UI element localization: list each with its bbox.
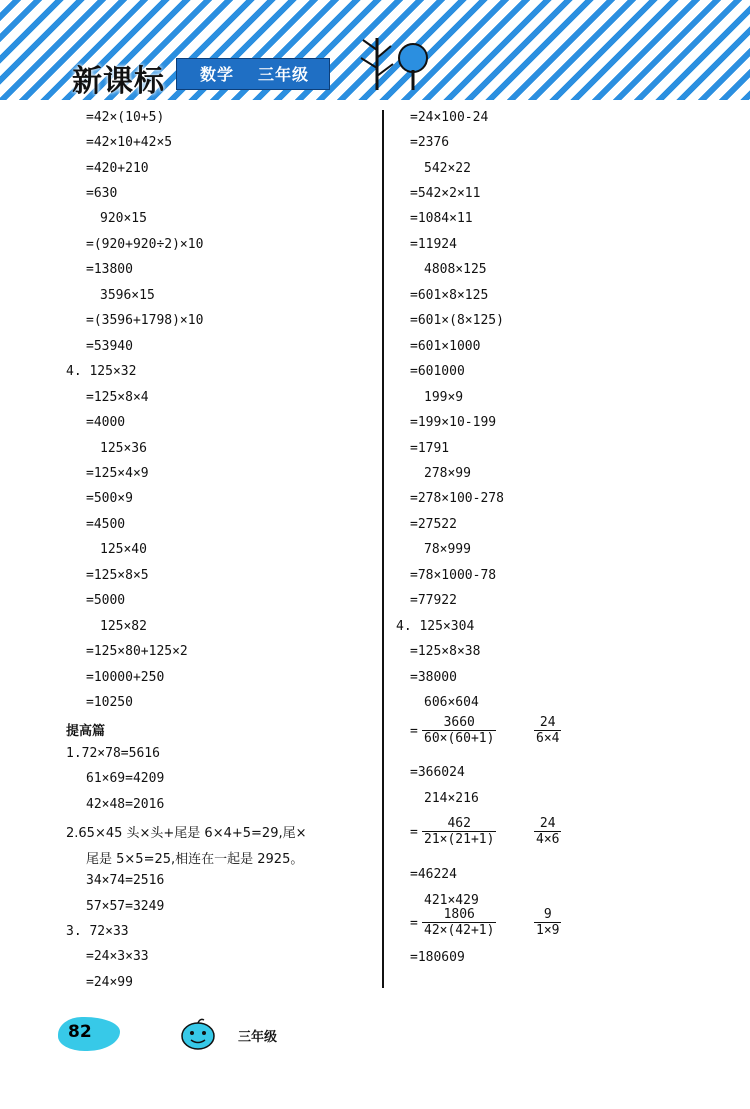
line: =125×8×4: [86, 390, 149, 405]
line: 34×74=2516: [86, 873, 165, 888]
line: =11924: [410, 237, 457, 252]
line: =125×8×5: [86, 568, 149, 583]
line: =10250: [86, 695, 133, 710]
line: 2.65×45 头×头+尾是 6×4+5=29,尾×: [66, 826, 307, 841]
line: =13800: [86, 262, 133, 277]
fraction: [422, 908, 496, 938]
line: =10000+250: [86, 670, 165, 685]
denominator: 42×(42+1): [424, 923, 495, 938]
line: 214×216: [424, 791, 479, 806]
column-divider: [382, 110, 384, 988]
denominator: 1×9: [536, 923, 560, 938]
series-title: 新课标: [72, 64, 165, 99]
line: =24×100-24: [410, 110, 489, 125]
line: 61×69=4209: [86, 771, 165, 786]
line: 542×22: [424, 161, 471, 176]
line: =4000: [86, 415, 126, 430]
fraction: [534, 817, 561, 847]
numerator: 1806: [422, 908, 496, 923]
equals-sign: =: [410, 916, 418, 931]
line: =4500: [86, 517, 126, 532]
line: =278×100-278: [410, 491, 504, 506]
line: =1791: [410, 441, 450, 456]
line: =24×99: [86, 975, 133, 990]
line: 3. 72×33: [66, 924, 129, 939]
fraction: [422, 716, 496, 746]
line: 125×36: [100, 441, 147, 456]
tree-icon: [355, 30, 435, 92]
numerator: 9: [534, 908, 561, 923]
line: =125×4×9: [86, 466, 149, 481]
line: 278×99: [424, 466, 471, 481]
line: =78×1000-78: [410, 568, 497, 583]
line: 199×9: [424, 390, 464, 405]
denominator: 4×6: [536, 832, 560, 847]
section-heading: 提高篇: [66, 724, 106, 739]
numerator: 3660: [422, 716, 496, 731]
numerator: 24: [534, 716, 561, 731]
line: 125×40: [100, 542, 147, 557]
line: 3596×15: [100, 288, 155, 303]
fraction: [422, 817, 496, 847]
line: =180609: [410, 950, 465, 965]
line: =601×8×125: [410, 288, 489, 303]
line: 1.72×78=5616: [66, 746, 160, 761]
line: =46224: [410, 867, 457, 882]
line: 4808×125: [424, 262, 487, 277]
denominator: 60×(60+1): [424, 731, 495, 746]
fraction: [534, 716, 561, 746]
line: =500×9: [86, 491, 133, 506]
denominator: 21×(21+1): [424, 832, 495, 847]
line: =24×3×33: [86, 949, 149, 964]
line: =42×(10+5): [86, 110, 165, 125]
line: =601×1000: [410, 339, 481, 354]
line: 42×48=2016: [86, 797, 165, 812]
line: 4. 125×32: [66, 364, 137, 379]
line: =1084×11: [410, 211, 473, 226]
line: 421×429: [424, 893, 479, 908]
line: =(3596+1798)×10: [86, 313, 204, 328]
line: =601000: [410, 364, 465, 379]
equals-sign: =: [410, 724, 418, 739]
line: =53940: [86, 339, 133, 354]
line: =42×10+42×5: [86, 135, 173, 150]
numerator: 462: [422, 817, 496, 832]
equals-sign: =: [410, 825, 418, 840]
mascot-icon: [178, 1016, 218, 1052]
line: =77922: [410, 593, 457, 608]
line: 606×604: [424, 695, 479, 710]
line: =366024: [410, 765, 465, 780]
line: =125×8×38: [410, 644, 481, 659]
line: 尾是 5×5=25,相连在一起是 2925。: [86, 852, 304, 867]
line: 4. 125×304: [396, 619, 475, 634]
line: =38000: [410, 670, 457, 685]
line: =601×(8×125): [410, 313, 504, 328]
line: =420+210: [86, 161, 149, 176]
line: =199×10-199: [410, 415, 497, 430]
subject-label: 数学: [200, 65, 235, 84]
fraction: [534, 908, 561, 938]
line: 125×82: [100, 619, 147, 634]
line: 78×999: [424, 542, 471, 557]
footer-grade: 三年级: [238, 1030, 278, 1045]
line: =630: [86, 186, 118, 201]
numerator: 24: [534, 817, 561, 832]
denominator: 6×4: [536, 731, 560, 746]
line: =(920+920÷2)×10: [86, 237, 204, 252]
line: =125×80+125×2: [86, 644, 188, 659]
line: =27522: [410, 517, 457, 532]
line: =2376: [410, 135, 450, 150]
line: 920×15: [100, 211, 147, 226]
line: 57×57=3249: [86, 899, 165, 914]
line: =5000: [86, 593, 126, 608]
line: =542×2×11: [410, 186, 481, 201]
grade-label: 三年级: [258, 65, 310, 84]
page-number: 82: [68, 1022, 92, 1042]
